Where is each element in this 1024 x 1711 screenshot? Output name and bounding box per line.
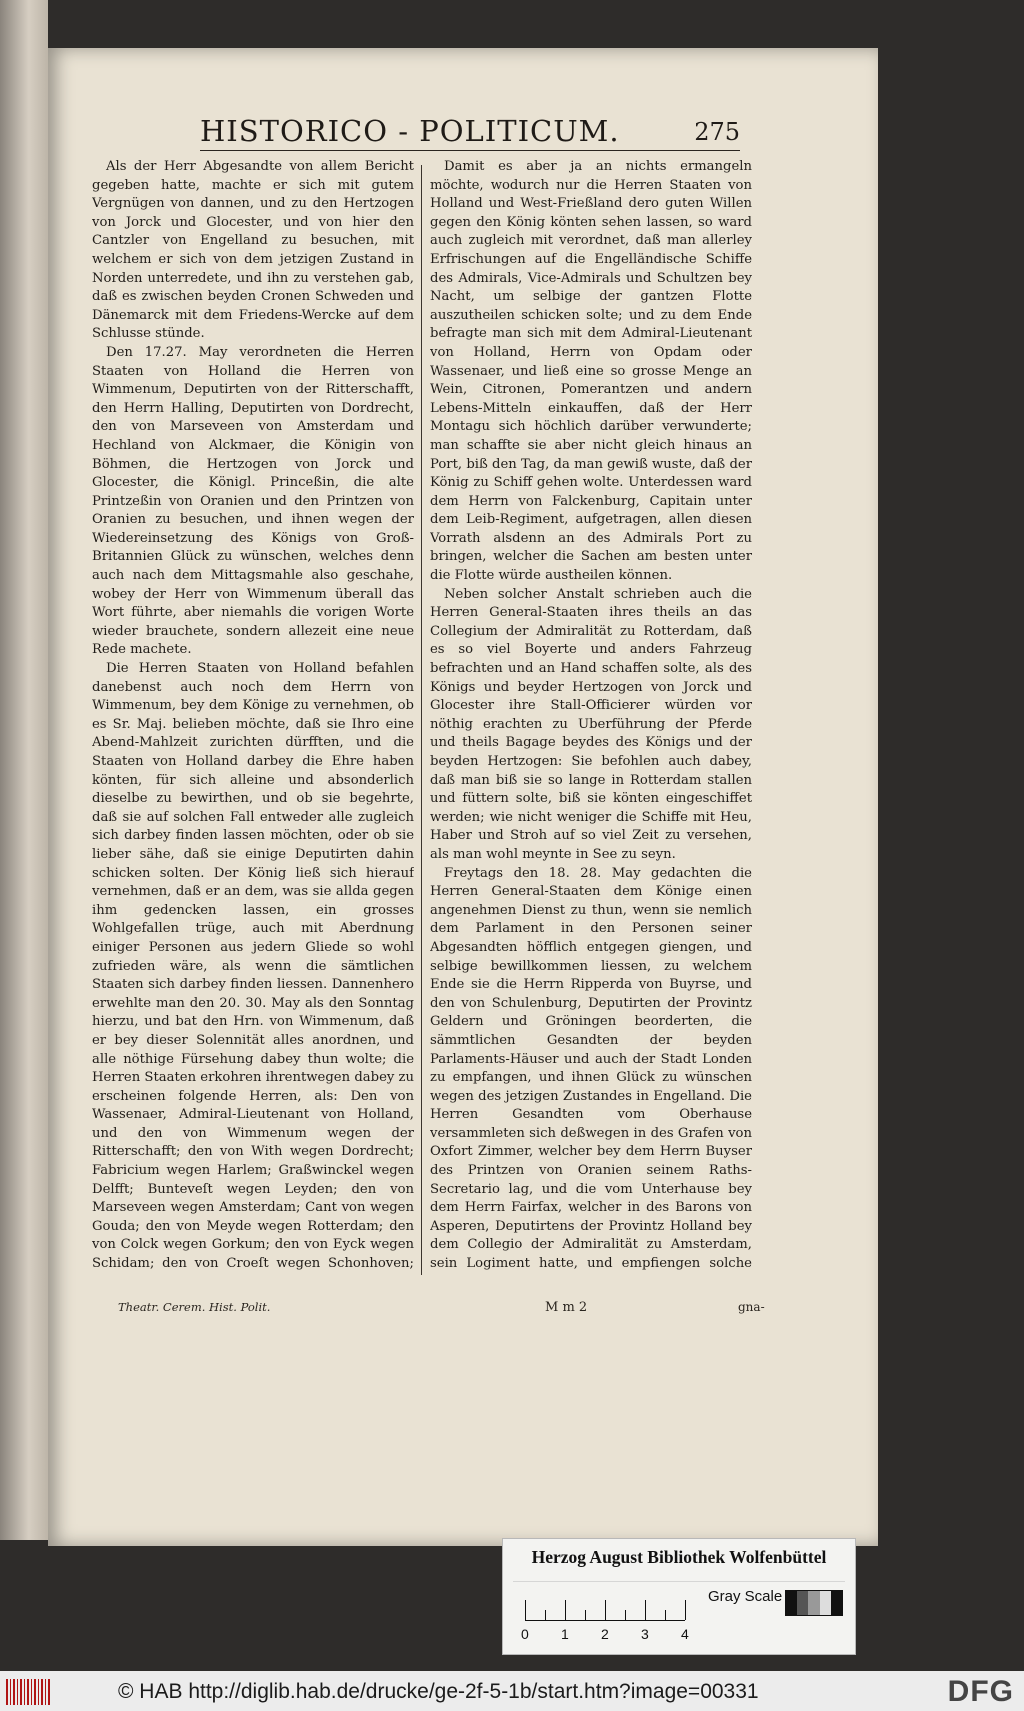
column-rule <box>421 165 422 1275</box>
ruler-label: 0 <box>521 1626 529 1642</box>
barcode-icon <box>6 1679 50 1705</box>
ruler-tick <box>665 1610 666 1620</box>
ruler-label: 4 <box>681 1626 689 1642</box>
adjacent-page-edge <box>0 0 48 1540</box>
paragraph: Den 17.27. May verordneten die Herren Staaten von Holland die Herren von Wimmenum, Deputirten von der Ritterschafft, den Herrn Halling, Deputirten von Dordrecht, den von Marseveen von Amsterdam und Hechland von Alckmaer, die Königin von Böhmen, die Hertzogen von Jorck und Glocester, die Königl. Princeßin, die alte Printzeßin von Oranien und den Printzen von Oranien zu besuchen, und ihnen wegen der Wiedereinsetzung des Königs von Groß-Britannien Glück zu wünschen, welches denn auch nach dem Mittagsmahle also geschahe, wobey der Herr von Wimmenum überall das Wort führte, aber niemahls die vorigen Worte wieder brauchete, sondern allezeit eine neue Rede machete. <box>92 344 414 658</box>
gray-scale-label: Gray Scale <box>708 1588 783 1605</box>
ruler-label: 1 <box>561 1626 569 1642</box>
gray-swatch <box>820 1591 831 1615</box>
ruler-line <box>525 1620 685 1621</box>
signature-mark: M m 2 <box>545 1300 588 1315</box>
ruler-tick <box>545 1610 546 1620</box>
ruler-tick <box>645 1600 646 1620</box>
ruler-label: 2 <box>601 1626 609 1642</box>
library-name: Herzog August Bibliothek Wolfenbüttel <box>531 1547 827 1567</box>
footnote: Theatr. Cerem. Hist. Polit. <box>118 1300 271 1314</box>
running-head <box>200 110 740 151</box>
ruler-tick <box>565 1600 566 1620</box>
page-number: 275 <box>694 118 740 146</box>
ruler-label: 3 <box>641 1626 649 1642</box>
gray-swatch <box>831 1591 842 1615</box>
ruler-tick <box>625 1610 626 1620</box>
footer-bar <box>0 1671 1024 1711</box>
gray-swatch <box>808 1591 819 1615</box>
paragraph: Neben solcher Anstalt schrieben auch die Herren General-Staaten ihres theils an das Collegium der Admiralität zu Rotterdam, daß es so viel Boyerte und anders Fahrzeug befrachten und an Hand schaffen solte, als des Königs und beyder Hertzogen von Jorck und Glocester ihre Stall-Officierer würden vor nöthig erachten zu Uberführung der Pferde und theils Bagage beydes des Königs und der beyden Hertzogen: Sie befohlen auch dabey, daß man biß sie so lange in Rotterdam stallen und füttern solte, biß sie könten eingeschiffet werden; wie nicht weniger die Schiffe mit Heu, Haber und Stroh auf so viel Zeit zu versehen, als man wohl meynte in See zu seyn. <box>430 586 752 862</box>
paragraph: Als der Herr Abgesandte von allem Bericht gegeben hatte, machte er sich mit gutem Vergnügen von dannen, und zu den Hertzogen von Jorck und Glocester, und von hier den Cantzler von Engelland zu besuchen, mit welchem er sich von dem jetzigen Zustand in Norden unterredete, und ihn zu verstehen gab, daß es zwischen beyden Cronen Schweden und Dänemarck mit dem Friedens-Wercke auf dem Schlusse stünde. <box>92 159 414 342</box>
dfg-logo: DFG <box>947 1675 1014 1708</box>
paragraph: Freytags den 18. 28. May gedachten die Herren General-Staaten dem Könige einen angenehmen Dienst zu thun, wenn sie nemlich dem Parlament in den Personen seiner Abgesandten höfflich entgegen giengen, und selbige bewillkommen liessen, zu welchem Ende sie die Herrn Ripperda von Buyrse, und den von Schulenburg, Deputirten der Provintz Geldern und Gröningen beorderten, die sämmtlichen Gesandten der beyden Parlaments-Häuser und auch der Stadt Londen zu empfangen, und ihnen Glück zu wünschen wegen des jetzigen Zustandes in Engelland. Die Herren Gesandten vom Oberhause versammleten sich deßwegen in des Grafen von Oxfort Zimmer, welcher bey dem Herrn Buyser des Printzen von Oranien seinem Raths-Secretario lag, und die vom Unterhause bey dem Herrn Fairfax, welcher in des Barons von Asperen, Deputirtens der Provintz Holland bey dem Collegio der Admiralität zu Amsterdam, sein Logiment hatte, und empfiengen solche <box>430 865 752 1272</box>
gray-swatch <box>797 1591 808 1615</box>
ruler-tick <box>605 1600 606 1620</box>
gray-swatch <box>786 1591 797 1615</box>
ruler-tick <box>585 1610 586 1620</box>
catchword: gna- <box>738 1300 765 1314</box>
footer-source-link[interactable]: © HAB http://diglib.hab.de/drucke/ge-2f-5-1b/start.htm?image=00331 <box>118 1680 759 1703</box>
gray-scale-swatches <box>785 1590 843 1616</box>
paragraph: Die Herren Staaten von Holland befahlen danebenst auch noch dem Herrn von Wimmenum, bey dem Könige zu vernehmen, ob es Sr. Maj. belieben möchte, daß sie Ihro eine Abend-Mahlzeit zurichten dürfften, und die Staaten von Holland darbey die Ehre haben könten, für sich alleine und absonderlich dieselbe zu bewirthen, und ob sie begehrte, daß sie auf solchen Fall entweder alle zugleich sich darbey finden lassen möchten, oder ob sie lieber sähe, daß sie einige Deputirten dahin schicken solten. Der König ließ sich hierauf vernehmen, daß er an dem, was sie allda gegen ihm gedencken lassen, ein grosses Wohlgefallen trüge, auch mit Aberdnung einiger Personen aus jedern Gliede so wohl zufrieden wäre, als wenn die sämtlichen Staaten sich darbey finden liessen. Dannenhero erwehlte man den 20. 30. May als den Sonntag hierzu, und bat den Hrn. von Wimmenum, daß er bey dieser Solennität alles anordnen, und alle nöthige Fürsehung dabey thun wolte; die Herren Staaten erkohren ihrentwegen dabey zu erscheinen folgende Herren, als: Den von Wassenaer, Admiral-Lieutenant von Holland, und den von Wimmenum wegen der Ritterschafft; den von With wegen Dordrecht; Fabricium wegen Harlem; Graßwinckel wegen Delfft; Bunteveſt wegen Leyden; den von Marseveen wegen Amsterdam; Cant von wegen Gouda; den von Meyde wegen Rotterdam; den von Colck wegen Gorkum; den von Eyck wegen Schidam; den von Croeſt wegen Schonhoven; <box>92 661 414 1272</box>
ruler-tick <box>685 1600 686 1620</box>
left-column <box>92 158 414 1273</box>
right-column <box>430 158 752 1273</box>
library-color-target <box>502 1538 856 1655</box>
running-title: HISTORICO - POLITICUM. <box>200 114 620 148</box>
paragraph: Damit es aber ja an nichts ermangeln möchte, wodurch nur die Herren Staaten von Holland und West-Frießland dero guten Willen gegen den König könten sehen lassen, so ward auch zugleich mit verordnet, daß man allerley Erfrischungen auf die Engelländische Schiffe des Admirals, Vice-Admirals und Schultzen bey Nacht, um selbige der gantzen Flotte auszutheilen schicken solte; und zu dem Ende befragte man sich mit dem Admiral-Lieutenant von Holland, Herrn von Opdam oder Wassenaer, und ließ eine so grosse Menge an Wein, Citronen, Pomerantzen und andern Lebens-Mitteln einkauffen, daß der Herr Montagu sich höchlich darüber verwunderte; man schaffte sie aber nicht gleich hinaus an Port, biß den Tag, da man gewiß wuste, daß der König zu Schiff gehen wolte. Unterdessen ward dem Herrn von Falckenburg, Capitain unter dem Leib-Regiment, aufgetragen, allen diesen Vorrath alsdenn an des Admirals Port zu bringen, welcher die Sachen am besten unter die Flotte würde austheilen können. <box>430 159 752 584</box>
ruler-tick <box>525 1600 526 1620</box>
scale-ruler <box>513 1581 845 1650</box>
